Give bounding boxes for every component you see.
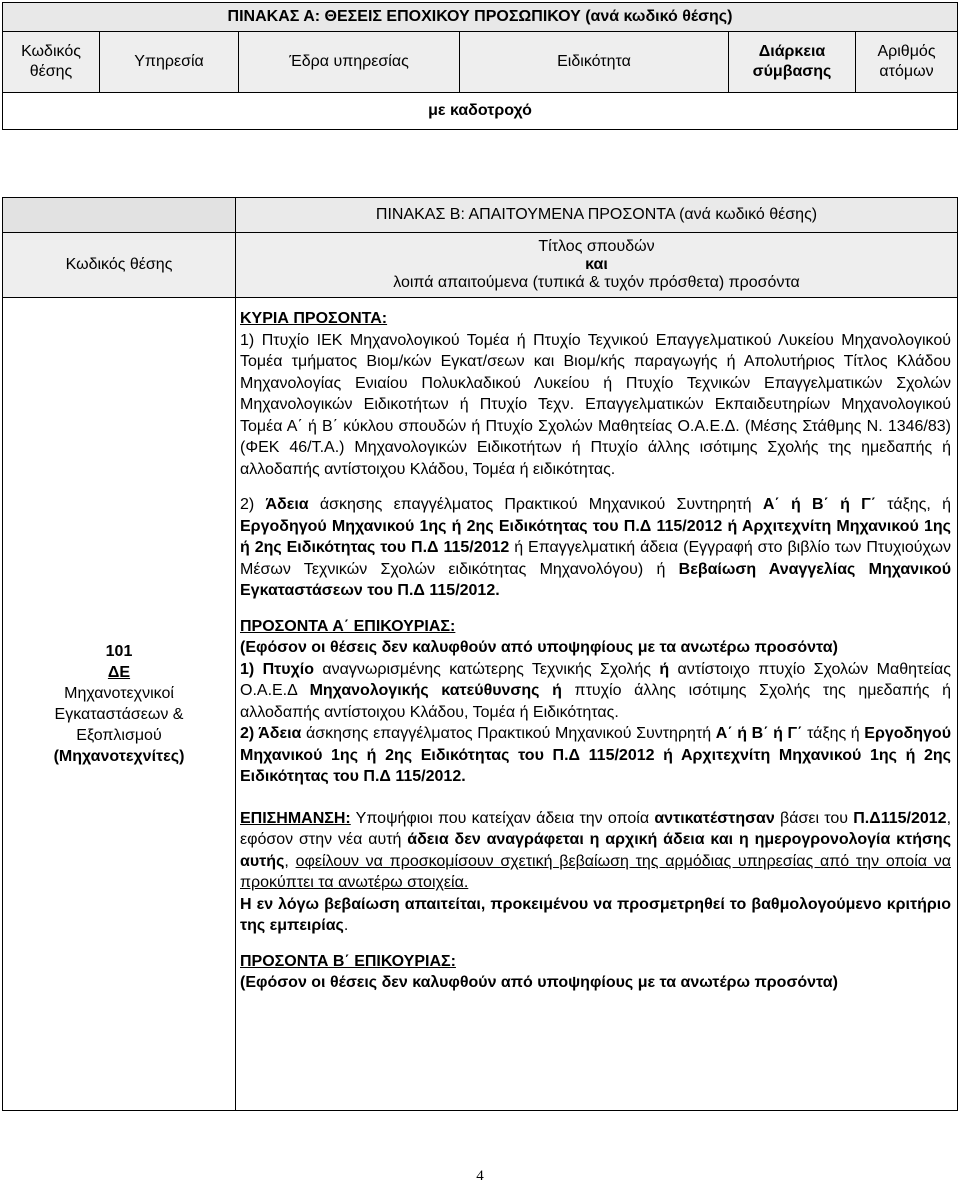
header-contract-duration: Διάρκεια σύμβασης <box>729 32 856 93</box>
header-position-code: Κωδικός θέσης <box>3 32 100 93</box>
header-line-title: Τίτλος σπουδών <box>538 238 655 255</box>
aux-a-heading: ΠΡΟΣΟΝΤΑ Α΄ ΕΠΙΚΟΥΡΙΑΣ: <box>240 617 456 635</box>
text-fragment: πτυχίο άλλης ισότιμης Σχολής της ημεδαπής ή αλλοδαπής αντίστοιχου Κλάδου, Τομέα ή Ειδικότητας. <box>240 682 952 721</box>
notice-label: ΕΠΙΣΗΜΑΝΣΗ: <box>240 809 351 827</box>
text-fragment: οφείλουν να προσκομίσουν σχετική βεβαίωση της αρμόδιας υπηρεσίας από την οποία να προκύπτει τα ανωτέρω στοιχεία. <box>240 852 951 891</box>
text-fragment: . <box>343 917 349 934</box>
text-fragment: , <box>284 852 296 870</box>
position-name-3: Εξοπλισμού <box>76 727 162 744</box>
text-fragment: αναγνωρισμένης κατώτερης Τεχνικής Σχολής <box>314 660 660 678</box>
position-number: 101 <box>105 643 133 660</box>
text-fragment: τάξης, ή <box>876 496 951 513</box>
main-qualification-1: 1) Πτυχίο ΙΕΚ Μηχανολογικού Τομέα ή Πτυχίο Τεχνικού Επαγγελματικού Λυκείου Μηχανολογικού Τομέα τμήματος Βιομ/κών Εγκατ/σεων και Βιομ/κής παραγωγής ή Απολυτήριος Τίτλος Κλάδου Μηχανολογίας Ενιαίου Πολυκλαδικού Λυκείου ή Πτυχίο Τεχνικών Επαγγελματικών Σχολών Μηχανολογικών Ειδικοτήτων ή Πτυχίο Τεχν. Επαγγελματικών Εκπαιδευτηρίων Μηχανολογικού Τομέα Α΄ ή Β΄ κύκλου σπουδών ή Πτυχίο Σχολών Μαθητείας Ο.Α.Ε.Δ. (Μέσης Στάθμης Ν. 1346/83) (ΦΕΚ 46/Τ.Α.) Μηχανολογικών Ειδικοτήτων ή Πτυχίο άλλης ισότιμης Σχολής της ημεδαπής ή αλλοδαπής αντίστοιχου Κλάδου, Τομέα ή ειδικότητας. <box>240 331 951 478</box>
header-service: Υπηρεσία <box>100 32 239 93</box>
header-number-of-persons: Αριθμός ατόμων <box>856 32 958 93</box>
text-fragment: Βεβαίωση Αναγγελίας Μηχανικού Εγκαταστάσεων του Π.Δ 115/2012. <box>240 560 952 599</box>
position-name-2: Εγκαταστάσεων & <box>54 706 184 723</box>
header-line-and: και <box>585 256 608 273</box>
table-b-header-qualifications <box>236 233 958 298</box>
text-fragment: Μηχανολογικής κατεύθυνσης ή <box>309 682 562 699</box>
header-service-seat: Έδρα υπηρεσίας <box>239 32 460 93</box>
page-number: 4 <box>476 1168 484 1184</box>
text-fragment: Α΄ ή Β΄ ή Γ΄ <box>715 725 803 742</box>
text-fragment: άσκησης επαγγέλματος Πρακτικού Μηχανικού Συντηρητή <box>301 725 716 742</box>
text-fragment: τάξης ή <box>802 725 865 742</box>
table-b <box>2 197 958 1111</box>
table-a <box>2 2 958 130</box>
main-qualifications-heading: ΚΥΡΙΑ ΠΡΟΣΟΝΤΑ: <box>240 310 388 327</box>
position-code-cell <box>3 298 236 1111</box>
text-fragment: Εργοδηγού Μηχανικού 1ης ή 2ης Ειδικότητας του Π.Δ 115/2012 ή Αρχιτεχνίτη Μηχανικού 1ης ή 2ης Ειδικότητας του Π.Δ 115/2012 <box>240 517 951 556</box>
text-fragment: Εργοδηγού Μηχανικού 1ης ή 2ης Ειδικότητας του Π.Δ 115/2012 ή Αρχιτεχνίτη Μηχανικού 1ης ή 2ης Ειδικότητας του Π.Δ 115/2012. <box>240 725 951 785</box>
text-fragment: άδεια δεν αναγράφεται η αρχική άδεια και η ημερογρονολογία κτήσης αυτής <box>240 831 952 870</box>
text-fragment: ή Επαγγελματική άδεια (Εγγραφή στο βιβλίο των Πτυχιούχων Μέσων Τεχνικών Σχολών ειδικότητας Μηχανολόγου) ή <box>240 539 952 578</box>
aux-b-heading: ΠΡΟΣΟΝΤΑ Β΄ ΕΠΙΚΟΥΡΙΑΣ: <box>240 952 456 970</box>
table-b-header-code: Κωδικός θέσης <box>3 233 236 298</box>
aux-a-qualification-2 <box>240 723 951 788</box>
aux-a-subtitle: (Εφόσον οι θέσεις δεν καλυφθούν από υποψηφίους με τα ανωτέρω προσόντα) <box>240 639 838 656</box>
text-fragment: αντικατέστησαν <box>654 809 775 827</box>
aux-b-subtitle: (Εφόσον οι θέσεις δεν καλυφθούν από υποψηφίους με τα ανωτέρω προσόντα) <box>240 974 838 991</box>
text-fragment: άσκησης επαγγέλματος Πρακτικού Μηχανικού Συντηρητή <box>308 496 763 513</box>
table-b-title-blank <box>3 198 236 233</box>
notice-paragraph <box>240 808 951 937</box>
text-fragment: Π.Δ115/2012 <box>853 809 947 827</box>
main-qualification-2 <box>240 494 951 602</box>
aux-a-qualification-1 <box>240 659 951 724</box>
position-name-4: (Μηχανοτεχνίτες) <box>53 748 185 765</box>
qualifications-cell <box>236 298 958 1111</box>
text-fragment: Άδεια <box>265 496 309 513</box>
header-line-requirements: λοιπά απαιτούμενα (τυπικά & τυχόν πρόσθετα) προσόντα <box>393 274 800 291</box>
header-specialty: Ειδικότητα <box>460 32 729 93</box>
text-fragment: 1) Πτυχίο <box>240 660 315 678</box>
text-fragment: , εφόσον στην νέα αυτή <box>240 809 952 848</box>
text-fragment: Υποψήφιοι που κατείχαν άδεια την οποία <box>350 809 655 827</box>
text-fragment: ή <box>659 660 670 678</box>
text-fragment: βάσει του <box>774 809 854 827</box>
text-fragment: Η εν λόγω βεβαίωση απαιτείται, προκειμένου να προσμετρηθεί το βαθμολογούμενο κριτήριο της εμπειρίας <box>240 895 951 934</box>
table-a-note: με καδοτροχό <box>3 93 958 130</box>
text-fragment: αντίστοιχο πτυχίο Σχολών Μαθητείας Ο.Α.Ε.Δ <box>240 660 952 699</box>
text-fragment: 2) <box>240 496 266 513</box>
position-category: ΔΕ <box>107 664 131 681</box>
position-name-1: Μηχανοτεχνικοί <box>64 685 174 702</box>
text-fragment: Α΄ ή Β΄ ή Γ΄ <box>762 496 877 513</box>
text-fragment: 2) Άδεια <box>240 725 302 742</box>
table-b-title: ΠΙΝΑΚΑΣ Β: ΑΠΑΙΤΟΥΜΕΝΑ ΠΡΟΣΟΝΤΑ (ανά κωδικό θέσης) <box>236 198 958 233</box>
table-a-title: ΠΙΝΑΚΑΣ Α: ΘΕΣΕΙΣ ΕΠΟΧΙΚΟΥ ΠΡΟΣΩΠΙΚΟΥ (ανά κωδικό θέσης) <box>3 3 958 32</box>
